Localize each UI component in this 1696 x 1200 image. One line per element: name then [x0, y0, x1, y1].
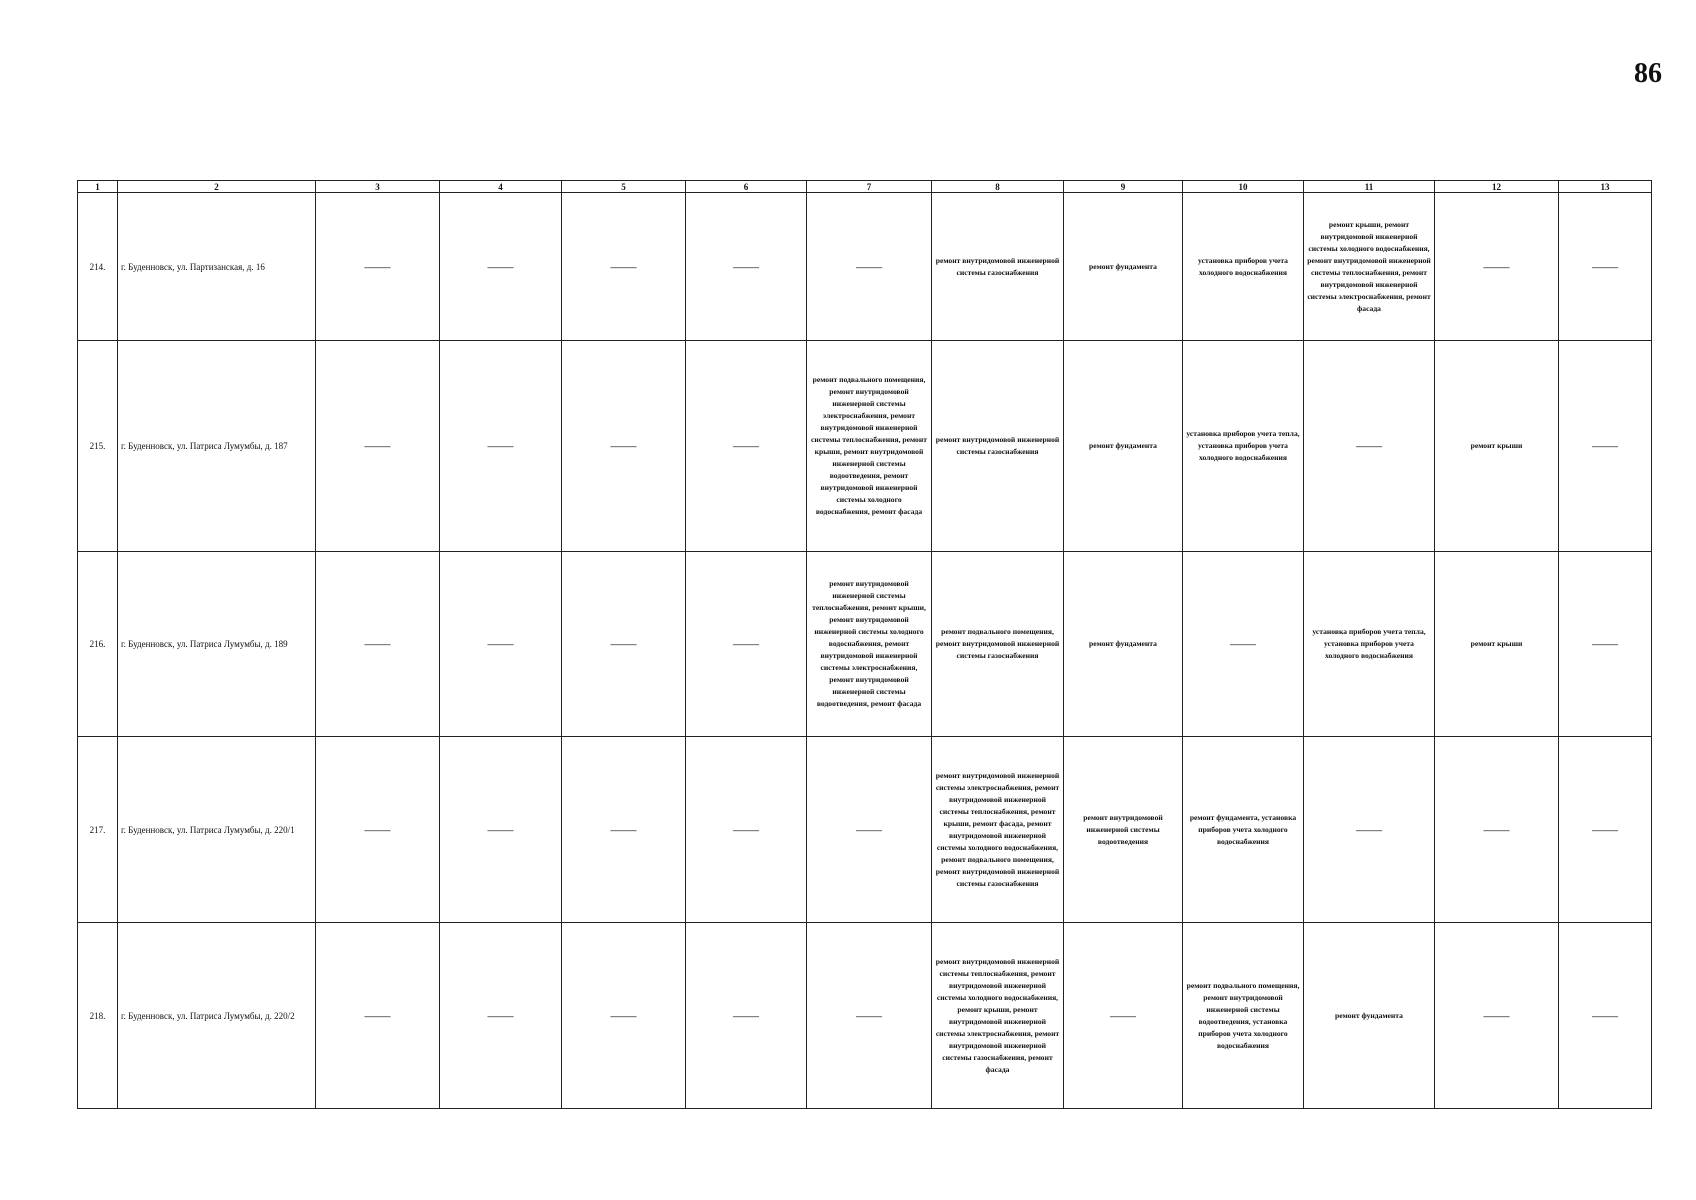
work-type-cell: установка приборов учета тепла, установка приборов учета холодного водоснабжения [1183, 341, 1304, 552]
row-number-cell: 218. [78, 923, 118, 1109]
empty-dash-cell: —— [686, 923, 807, 1109]
work-type-cell: ремонт крыши [1435, 341, 1559, 552]
empty-dash-cell: —— [686, 552, 807, 737]
empty-dash-cell: —— [1304, 737, 1435, 923]
empty-dash-cell: —— [1435, 737, 1559, 923]
address-cell: г. Буденновск, ул. Патриса Лумумбы, д. 187 [118, 341, 316, 552]
work-type-cell: ремонт фундамента, установка приборов учета холодного водоснабжения [1183, 737, 1304, 923]
empty-dash-cell: —— [1559, 552, 1652, 737]
work-type-cell: ремонт внутридомовой инженерной системы теплоснабжения, ремонт внутридомовой инженерной системы холодного водоснабжения, ремонт крыши, ремонт внутридомовой инженерной системы электроснабжения, ремонт внутридомовой инженерной системы газоснабжения, ремонт фасада [932, 923, 1064, 1109]
column-number-11: 11 [1304, 181, 1435, 193]
empty-dash-cell: —— [562, 737, 686, 923]
table-row [78, 193, 1652, 341]
empty-dash-cell: —— [562, 552, 686, 737]
empty-dash-cell: —— [316, 737, 440, 923]
table-body [78, 181, 1652, 1109]
empty-dash-cell: —— [1559, 737, 1652, 923]
empty-dash-cell: —— [316, 923, 440, 1109]
empty-dash-cell: —— [1304, 341, 1435, 552]
work-type-cell: ремонт внутридомовой инженерной системы водоотведения [1064, 737, 1183, 923]
empty-dash-cell: —— [562, 341, 686, 552]
work-type-cell: ремонт подвального помещения, ремонт внутридомовой инженерной системы водоотведения, установка приборов учета холодного водоснабжения [1183, 923, 1304, 1109]
repair-schedule-table [77, 180, 1652, 1109]
empty-dash-cell: —— [1064, 923, 1183, 1109]
column-number-10: 10 [1183, 181, 1304, 193]
empty-dash-cell: —— [440, 923, 562, 1109]
empty-dash-cell: —— [1435, 923, 1559, 1109]
table-row [78, 552, 1652, 737]
empty-dash-cell: —— [562, 193, 686, 341]
empty-dash-cell: —— [440, 737, 562, 923]
work-type-cell: ремонт внутридомовой инженерной системы электроснабжения, ремонт внутридомовой инженерной системы теплоснабжения, ремонт крыши, ремонт фасада, ремонт внутридомовой инженерной системы холодного водоснабжения, ремонт подвального помещения, ремонт внутридомовой инженерной системы газоснабжения [932, 737, 1064, 923]
empty-dash-cell: —— [440, 552, 562, 737]
table-row [78, 737, 1652, 923]
column-number-5: 5 [562, 181, 686, 193]
empty-dash-cell: —— [316, 552, 440, 737]
row-number-cell: 214. [78, 193, 118, 341]
empty-dash-cell: —— [316, 341, 440, 552]
column-number-6: 6 [686, 181, 807, 193]
column-number-4: 4 [440, 181, 562, 193]
row-number-cell: 217. [78, 737, 118, 923]
column-number-8: 8 [932, 181, 1064, 193]
empty-dash-cell: —— [807, 923, 932, 1109]
work-type-cell: ремонт внутридомовой инженерной системы газоснабжения [932, 341, 1064, 552]
column-number-1: 1 [78, 181, 118, 193]
table-row [78, 341, 1652, 552]
empty-dash-cell: —— [807, 737, 932, 923]
work-type-cell: установка приборов учета холодного водоснабжения [1183, 193, 1304, 341]
row-number-cell: 216. [78, 552, 118, 737]
empty-dash-cell: —— [807, 193, 932, 341]
column-number-7: 7 [807, 181, 932, 193]
column-number-2: 2 [118, 181, 316, 193]
repair-schedule-table-wrapper [77, 180, 1652, 1109]
column-number-3: 3 [316, 181, 440, 193]
table-row [78, 923, 1652, 1109]
empty-dash-cell: —— [1435, 193, 1559, 341]
address-cell: г. Буденновск, ул. Патриса Лумумбы, д. 220/2 [118, 923, 316, 1109]
empty-dash-cell: —— [686, 341, 807, 552]
address-cell: г. Буденновск, ул. Патриса Лумумбы, д. 220/1 [118, 737, 316, 923]
empty-dash-cell: —— [1183, 552, 1304, 737]
work-type-cell: ремонт крыши [1435, 552, 1559, 737]
address-cell: г. Буденновск, ул. Патриса Лумумбы, д. 189 [118, 552, 316, 737]
work-type-cell: ремонт фундамента [1064, 552, 1183, 737]
empty-dash-cell: —— [1559, 193, 1652, 341]
work-type-cell: ремонт крыши, ремонт внутридомовой инженерной системы холодного водоснабжения, ремонт внутридомовой инженерной системы теплоснабжения, ремонт внутридомовой инженерной системы электроснабжения, ремонт фасада [1304, 193, 1435, 341]
page-number: 86 [1634, 58, 1662, 89]
empty-dash-cell: —— [440, 341, 562, 552]
empty-dash-cell: —— [562, 923, 686, 1109]
work-type-cell: ремонт внутридомовой инженерной системы теплоснабжения, ремонт крыши, ремонт внутридомовой инженерной системы холодного водоснабжения, ремонт внутридомовой инженерной системы электроснабжения, ремонт внутридомовой инженерной системы водоотведения, ремонт фасада [807, 552, 932, 737]
work-type-cell: ремонт фундамента [1064, 341, 1183, 552]
work-type-cell: ремонт фундамента [1304, 923, 1435, 1109]
empty-dash-cell: —— [1559, 341, 1652, 552]
column-number-12: 12 [1435, 181, 1559, 193]
empty-dash-cell: —— [686, 193, 807, 341]
empty-dash-cell: —— [440, 193, 562, 341]
column-number-13: 13 [1559, 181, 1652, 193]
work-type-cell: ремонт внутридомовой инженерной системы газоснабжения [932, 193, 1064, 341]
work-type-cell: ремонт подвального помещения, ремонт внутридомовой инженерной системы электроснабжения, ремонт внутридомовой инженерной системы теплоснабжения, ремонт крыши, ремонт внутридомовой инженерной системы водоотведения, ремонт внутридомовой инженерной системы холодного водоснабжения, ремонт фасада [807, 341, 932, 552]
empty-dash-cell: —— [316, 193, 440, 341]
row-number-cell: 215. [78, 341, 118, 552]
address-cell: г. Буденновск, ул. Партизанская, д. 16 [118, 193, 316, 341]
work-type-cell: ремонт подвального помещения, ремонт внутридомовой инженерной системы газоснабжения [932, 552, 1064, 737]
column-number-row [78, 181, 1652, 193]
column-number-9: 9 [1064, 181, 1183, 193]
empty-dash-cell: —— [1559, 923, 1652, 1109]
work-type-cell: установка приборов учета тепла, установка приборов учета холодного водоснабжения [1304, 552, 1435, 737]
empty-dash-cell: —— [686, 737, 807, 923]
work-type-cell: ремонт фундамента [1064, 193, 1183, 341]
